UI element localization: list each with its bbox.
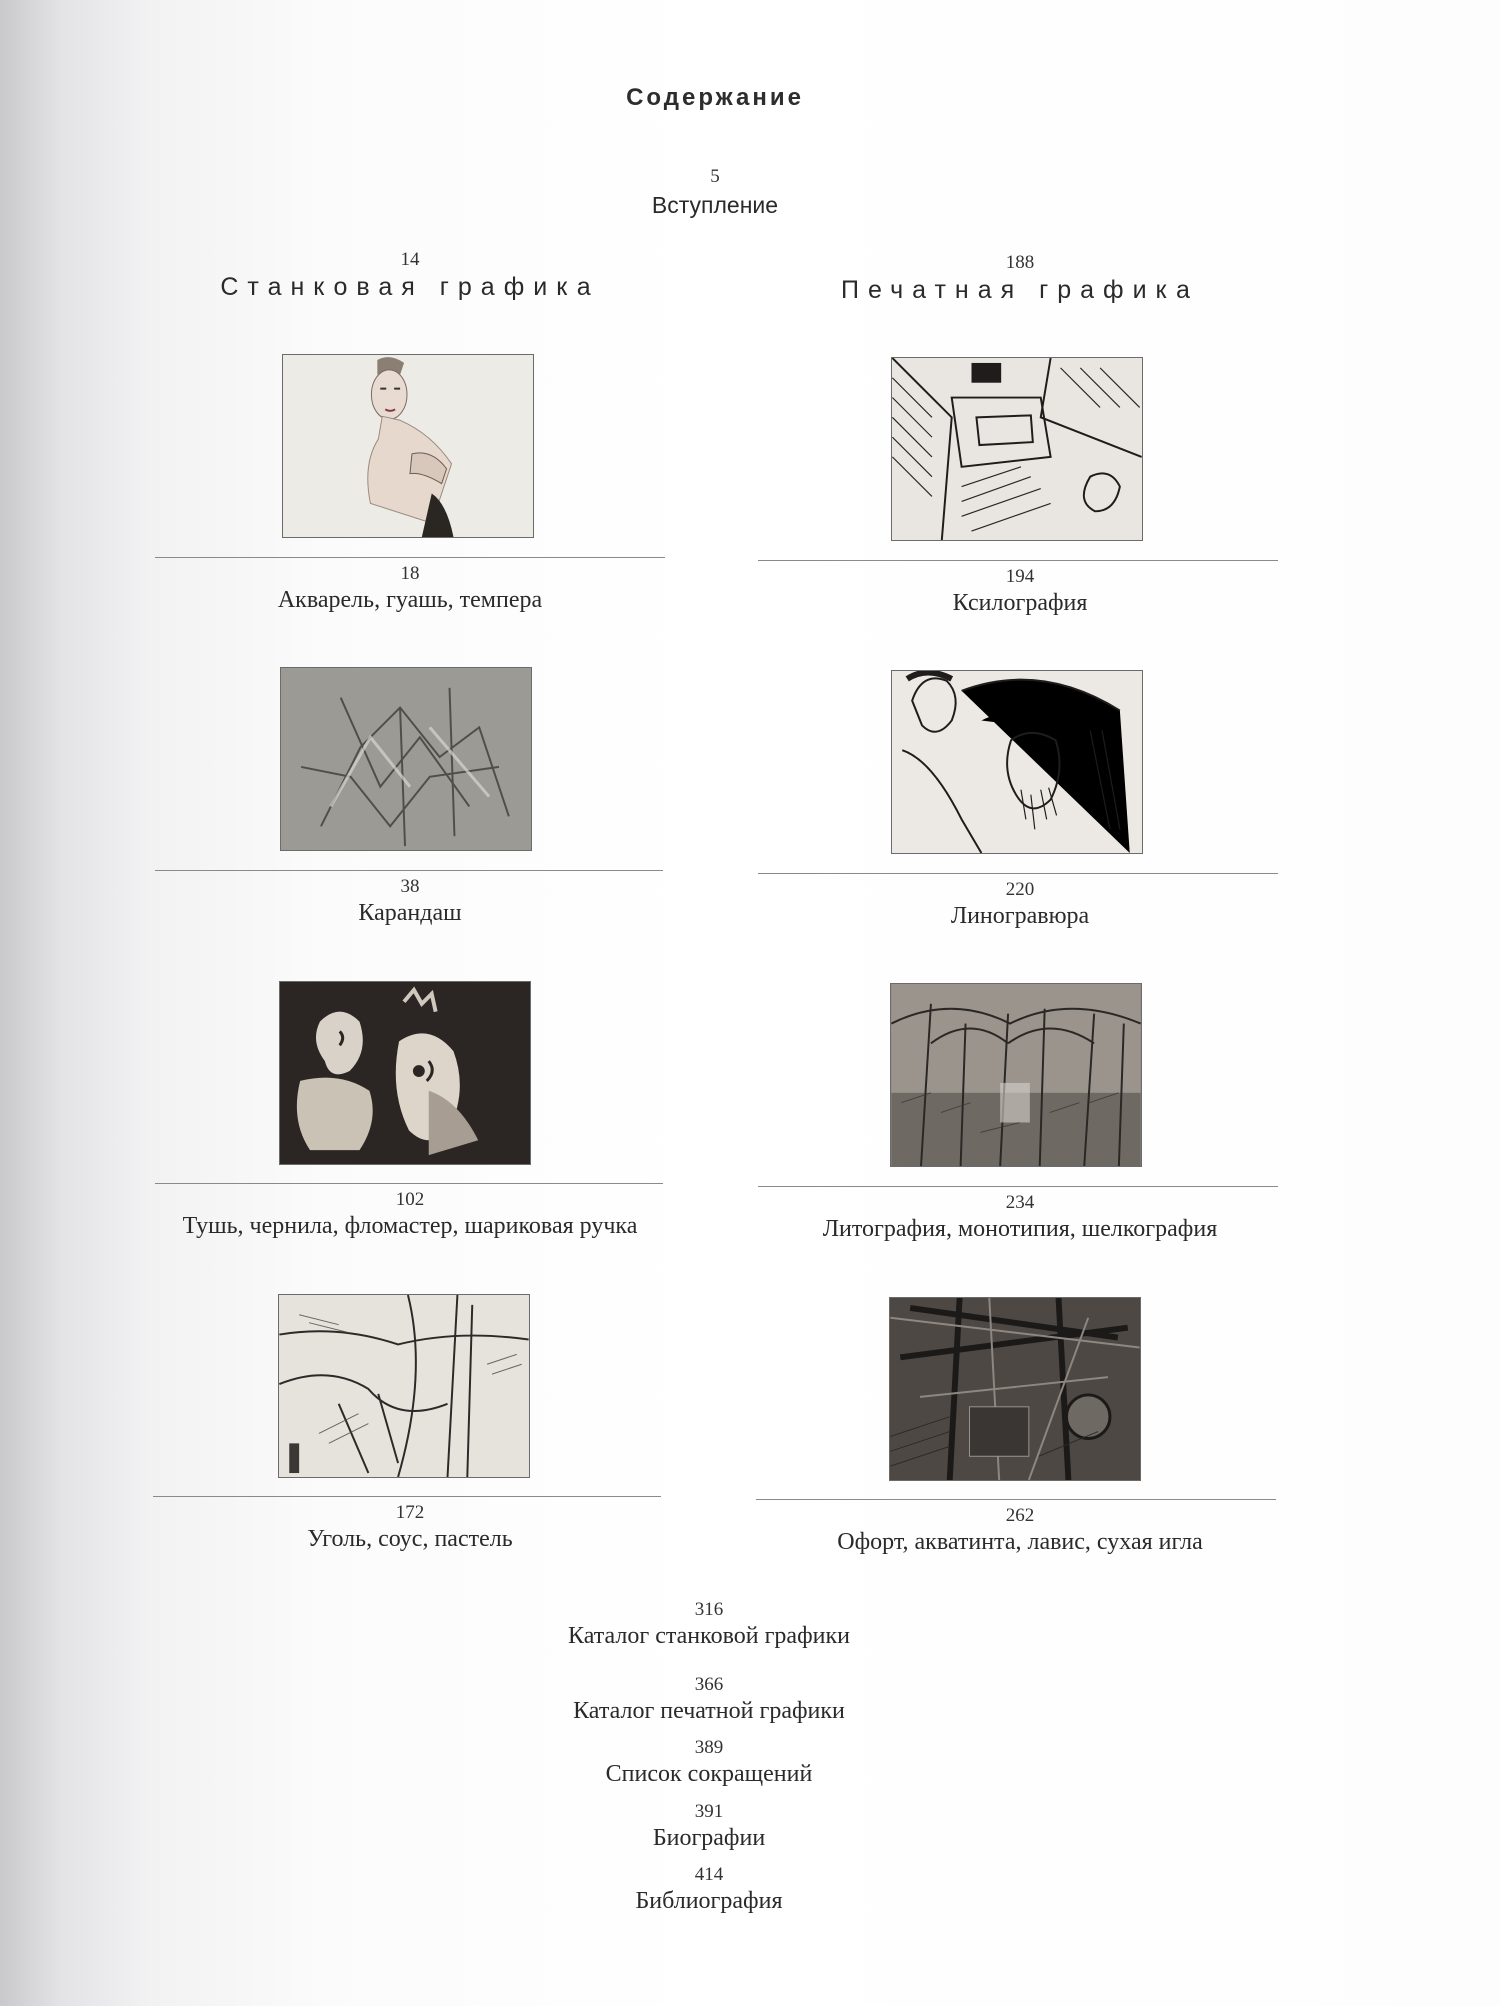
page-number: 14 xyxy=(400,249,420,270)
entry-label: Уголь, соус, пастель xyxy=(307,1526,513,1552)
toc-entry-watercolor[interactable] xyxy=(100,563,720,615)
lithograph-forest-thumbnail[interactable] xyxy=(890,983,1142,1167)
toc-entry-etching[interactable] xyxy=(700,1505,1340,1557)
divider-rule xyxy=(758,1186,1278,1187)
entry-label: Биографии xyxy=(652,1825,766,1851)
entry-label: Литография, монотипия, шелкография xyxy=(822,1216,1218,1242)
divider-rule xyxy=(756,1499,1276,1500)
toc-entry-abbreviations[interactable] xyxy=(0,1737,1418,1789)
entry-label: Каталог печатной графики xyxy=(573,1698,845,1724)
toc-entry-linocut[interactable] xyxy=(710,879,1330,931)
charcoal-landscape-thumbnail[interactable] xyxy=(278,1294,530,1478)
pencil-drawing-thumbnail[interactable] xyxy=(280,667,532,851)
toc-entry-ink[interactable] xyxy=(80,1189,740,1241)
section-heading-easel-graphics[interactable] xyxy=(140,249,680,303)
divider-rule xyxy=(155,1183,663,1184)
page-number: 366 xyxy=(694,1674,724,1695)
toc-entry-lithograph[interactable] xyxy=(700,1192,1340,1244)
etching-structure-thumbnail[interactable] xyxy=(889,1297,1141,1481)
toc-entry-woodcut[interactable] xyxy=(710,566,1330,618)
linocut-portrait-thumbnail[interactable] xyxy=(891,670,1143,854)
entry-label: Ксилография xyxy=(952,590,1088,616)
divider-rule xyxy=(758,560,1278,561)
page-number: 172 xyxy=(395,1502,425,1523)
section-heading-print-graphics[interactable] xyxy=(750,252,1290,306)
page-number: 38 xyxy=(400,876,420,897)
page-number: 188 xyxy=(1005,252,1035,273)
page-number: 262 xyxy=(1005,1505,1035,1526)
page-number: 391 xyxy=(694,1801,724,1822)
toc-entry-bibliography[interactable] xyxy=(0,1864,1418,1916)
entry-label: Акварель, гуашь, темпера xyxy=(277,587,543,613)
entry-label: Библиография xyxy=(635,1888,783,1914)
toc-entry-catalog-print[interactable] xyxy=(0,1674,1418,1726)
section-label: Печатная графика xyxy=(841,276,1199,304)
woodcut-still-life-thumbnail[interactable] xyxy=(891,357,1143,541)
toc-entry-pencil[interactable] xyxy=(100,876,720,928)
page-number: 234 xyxy=(1005,1192,1035,1213)
entry-label: Вступление xyxy=(651,192,779,218)
page-title: Содержание xyxy=(626,84,804,111)
section-label: Станковая графика xyxy=(220,273,600,301)
entry-label: Карандаш xyxy=(358,900,462,926)
page-number: 220 xyxy=(1005,879,1035,900)
entry-label: Тушь, чернила, фломастер, шариковая ручка xyxy=(182,1213,638,1239)
entry-label: Список сокращений xyxy=(605,1761,813,1787)
page-number: 5 xyxy=(710,166,720,187)
toc-entry-biographies[interactable] xyxy=(0,1801,1418,1853)
divider-rule xyxy=(155,557,665,558)
entry-label: Линогравюра xyxy=(950,903,1090,929)
toc-entry-charcoal[interactable] xyxy=(100,1502,720,1554)
page-number: 102 xyxy=(395,1189,425,1210)
divider-rule xyxy=(758,873,1278,874)
toc-entry-catalog-easel[interactable] xyxy=(0,1599,1418,1651)
page-number: 316 xyxy=(694,1599,724,1620)
entry-label: Каталог станковой графики xyxy=(568,1623,850,1649)
divider-rule xyxy=(153,1496,661,1497)
page-number: 414 xyxy=(694,1864,724,1885)
page-number: 18 xyxy=(400,563,420,584)
portrait-watercolor-thumbnail[interactable] xyxy=(282,354,534,538)
entry-label: Офорт, акватинта, лавис, сухая игла xyxy=(837,1529,1203,1555)
page-number: 194 xyxy=(1005,566,1035,587)
page-number: 389 xyxy=(694,1737,724,1758)
ink-drawing-thumbnail[interactable] xyxy=(279,981,531,1165)
divider-rule xyxy=(155,870,663,871)
toc-entry-intro[interactable] xyxy=(0,166,1430,220)
